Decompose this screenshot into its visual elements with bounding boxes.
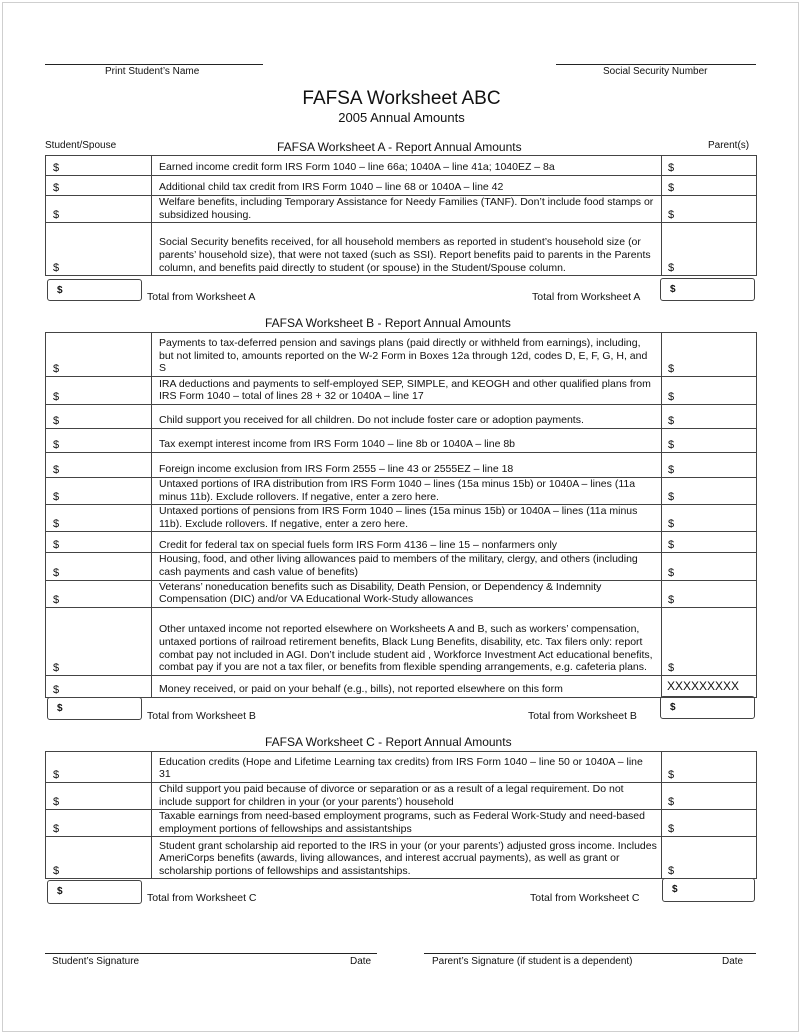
line-description: Additional child tax credit from IRS Form 1040 – line 68 or 1040A – line 42 <box>152 176 662 196</box>
parent-amount-cell[interactable]: $ <box>662 223 757 276</box>
line-description: Taxable earnings from need-based employment programs, such as Federal Work-Study and need-based employment portions of fellowships and assistantships <box>152 810 662 837</box>
student-amount-cell[interactable]: $ <box>46 429 152 453</box>
line-description: Child support you paid because of divorce or separation or as a result of a legal requirement. Do not include support for children in your (or your parents’) household <box>152 783 662 810</box>
total-b-student-value: $ <box>57 703 63 714</box>
student-amount-cell[interactable]: $ <box>46 553 152 580</box>
worksheet-c-heading: FAFSA Worksheet C - Report Annual Amounts <box>265 735 512 749</box>
parent-amount-cell[interactable]: $ <box>662 478 757 505</box>
total-a-parent-value: $ <box>670 284 676 295</box>
total-b-label-right: Total from Worksheet B <box>528 710 637 722</box>
line-description: Untaxed portions of IRA distribution from IRS Form 1040 – lines (15a minus 15b) or 1040A – lines (11a minus 11b). Exclude rollovers. If negative, enter a zero here. <box>152 478 662 505</box>
student-amount-cell[interactable]: $ <box>46 675 152 697</box>
line-description: Housing, food, and other living allowances paid to members of the military, clergy, and others (including cash payments and cash value of benefits) <box>152 553 662 580</box>
student-amount-cell[interactable]: $ <box>46 405 152 429</box>
line-description: Student grant scholarship aid reported to the IRS in your (or your parents’) adjusted gross income. Includes AmeriCorps benefits (awards, living allowances, and interest accrual payments), as well as grant or scholarship portions of fellowships and assistantships. <box>152 837 662 879</box>
parent-signature-line[interactable] <box>424 953 756 954</box>
parent-amount-cell[interactable]: $ <box>662 156 757 176</box>
line-description: Untaxed portions of pensions from IRS Form 1040 – lines (15a minus 15b) or 1040A – lines (11a minus 11b). Exclude rollovers. If negative, enter a zero here. <box>152 505 662 532</box>
total-a-student-box[interactable] <box>47 279 142 301</box>
parent-amount-cell[interactable]: $ <box>662 429 757 453</box>
table-row <box>46 553 757 580</box>
table-row <box>46 783 757 810</box>
total-c-label-right: Total from Worksheet C <box>530 892 640 904</box>
parent-amount-cell[interactable]: $ <box>662 607 757 675</box>
total-c-label-left: Total from Worksheet C <box>147 892 257 904</box>
worksheet-c-table <box>45 751 757 879</box>
table-row <box>46 675 757 697</box>
table-row <box>46 478 757 505</box>
ssn-line[interactable] <box>556 64 756 65</box>
student-amount-cell[interactable]: $ <box>46 783 152 810</box>
student-signature-label: Student’s Signature <box>52 956 140 967</box>
total-b-label-left: Total from Worksheet B <box>147 710 256 722</box>
line-description: Foreign income exclusion from IRS Form 2555 – line 43 or 2555EZ – line 18 <box>152 453 662 478</box>
total-b-student-box[interactable] <box>47 697 142 720</box>
parent-amount-cell[interactable]: $ <box>662 196 757 223</box>
student-amount-cell[interactable]: $ <box>46 333 152 377</box>
table-row <box>46 333 757 377</box>
table-row <box>46 405 757 429</box>
line-description: Other untaxed income not reported elsewhere on Worksheets A and B, such as workers’ compensation, untaxed portions of railroad retirement benefits, Black Lung Benefits, disability, etc. Tax filers only: report combat pay not included in AGI. Don’t include student aid , Workforce Investment Act educational benefits, combat pay if you are not a tax filer, or benefits from flexible spending arrangements, e.g. cafeteria plans. <box>152 607 662 675</box>
table-row <box>46 223 757 276</box>
total-a-label-left: Total from Worksheet A <box>147 291 256 303</box>
table-row <box>46 532 757 553</box>
worksheet-b-heading: FAFSA Worksheet B - Report Annual Amounts <box>265 316 511 330</box>
ssn-label: Social Security Number <box>603 66 708 77</box>
parent-amount-cell[interactable]: $ <box>662 176 757 196</box>
total-c-parent-box[interactable] <box>662 878 755 902</box>
table-row <box>46 837 757 879</box>
student-amount-cell[interactable]: $ <box>46 580 152 607</box>
parent-amount-cell[interactable]: $ <box>662 580 757 607</box>
parent-amount-cell[interactable]: $ <box>662 783 757 810</box>
student-amount-cell[interactable]: $ <box>46 607 152 675</box>
total-c-parent-value: $ <box>672 884 678 895</box>
line-description: Child support you received for all children. Do not include foster care or adoption payments. <box>152 405 662 429</box>
total-b-parent-box[interactable] <box>660 696 755 719</box>
student-date-label: Date <box>350 956 372 967</box>
total-b-parent-value: $ <box>670 702 676 713</box>
table-row <box>46 607 757 675</box>
parent-amount-cell[interactable]: $ <box>662 505 757 532</box>
table-row <box>46 156 757 176</box>
student-column-label: Student/Spouse <box>45 140 117 151</box>
student-amount-cell[interactable]: $ <box>46 377 152 405</box>
table-row <box>46 453 757 478</box>
line-description: Money received, or paid on your behalf (e.g., bills), not reported elsewhere on this form <box>152 675 662 697</box>
table-row <box>46 196 757 223</box>
line-description: IRA deductions and payments to self-employed SEP, SIMPLE, and KEOGH and other qualified plans from IRS Form 1040 – total of lines 28 + 32 or 1040A – line 17 <box>152 377 662 405</box>
line-description: Veterans’ noneducation benefits such as Disability, Death Pension, or Dependency & Indemnity Compensation (DIC) and/or VA Educational Work-Study allowances <box>152 580 662 607</box>
table-row <box>46 429 757 453</box>
table-row <box>46 810 757 837</box>
student-signature-line[interactable] <box>45 953 377 954</box>
line-description: Credit for federal tax on special fuels form IRS Form 4136 – line 15 – nonfarmers only <box>152 532 662 553</box>
parent-amount-cell[interactable]: $ <box>662 377 757 405</box>
parent-amount-cell[interactable]: $ <box>662 810 757 837</box>
worksheet-a-table <box>45 155 757 276</box>
student-amount-cell[interactable]: $ <box>46 837 152 879</box>
student-amount-cell[interactable]: $ <box>46 810 152 837</box>
parent-amount-cell[interactable]: $ <box>662 405 757 429</box>
parent-amount-cell[interactable]: $ <box>662 453 757 478</box>
table-row <box>46 752 757 783</box>
total-a-student-value: $ <box>57 285 63 296</box>
table-row <box>46 176 757 196</box>
student-name-line[interactable] <box>45 64 263 65</box>
worksheet-b-table <box>45 332 757 698</box>
parent-amount-blocked-cell: XXXXXXXXX <box>662 675 757 697</box>
page-subtitle: 2005 Annual Amounts <box>338 110 465 125</box>
parent-signature-label: Parent’s Signature (if student is a dependent) <box>432 956 633 967</box>
total-c-student-box[interactable] <box>47 880 142 904</box>
student-amount-cell[interactable]: $ <box>46 478 152 505</box>
student-amount-cell[interactable]: $ <box>46 196 152 223</box>
line-description: Earned income credit form IRS Form 1040 – line 66a; 1040A – line 41a; 1040EZ – 8a <box>152 156 662 176</box>
student-name-label: Print Student’s Name <box>105 66 200 77</box>
line-description: Tax exempt interest income from IRS Form 1040 – line 8b or 1040A – line 8b <box>152 429 662 453</box>
student-amount-cell[interactable]: $ <box>46 505 152 532</box>
parent-amount-cell[interactable]: $ <box>662 333 757 377</box>
student-amount-cell[interactable]: $ <box>46 156 152 176</box>
page-title: FAFSA Worksheet ABC <box>302 88 501 109</box>
line-description: Education credits (Hope and Lifetime Learning tax credits) from IRS Form 1040 – line 50 or 1040A – line 31 <box>152 752 662 783</box>
line-description: Payments to tax-deferred pension and savings plans (paid directly or withheld from earnings), including, but not limited to, amounts reported on the W-2 Form in Boxes 12a through 12d, codes D, E, F, G, H, and S <box>152 333 662 377</box>
parent-column-label: Parent(s) <box>708 140 750 151</box>
student-amount-cell[interactable]: $ <box>46 752 152 783</box>
student-amount-cell[interactable]: $ <box>46 176 152 196</box>
table-row <box>46 580 757 607</box>
line-description: Social Security benefits received, for all household members as reported in student’s household size (or parents’ household size), that were not taxed (such as SSI). Report benefits paid to parents in the Parents column, and benefits paid directly to student (or spouse) in the Student/Spouse column. <box>152 223 662 276</box>
parent-amount-cell[interactable]: $ <box>662 837 757 879</box>
total-a-label-right: Total from Worksheet A <box>532 291 641 303</box>
table-row <box>46 377 757 405</box>
total-c-student-value: $ <box>57 886 63 897</box>
parent-amount-cell[interactable]: $ <box>662 553 757 580</box>
student-amount-cell[interactable]: $ <box>46 532 152 553</box>
parent-amount-cell[interactable]: $ <box>662 752 757 783</box>
line-description: Welfare benefits, including Temporary Assistance for Needy Families (TANF). Don’t include food stamps or subsidized housing. <box>152 196 662 223</box>
student-amount-cell[interactable]: $ <box>46 453 152 478</box>
parent-date-label: Date <box>722 956 744 967</box>
student-amount-cell[interactable]: $ <box>46 223 152 276</box>
worksheet-a-heading: FAFSA Worksheet A - Report Annual Amounts <box>277 140 522 154</box>
parent-amount-cell[interactable]: $ <box>662 532 757 553</box>
table-row <box>46 505 757 532</box>
total-a-parent-box[interactable] <box>660 278 755 301</box>
